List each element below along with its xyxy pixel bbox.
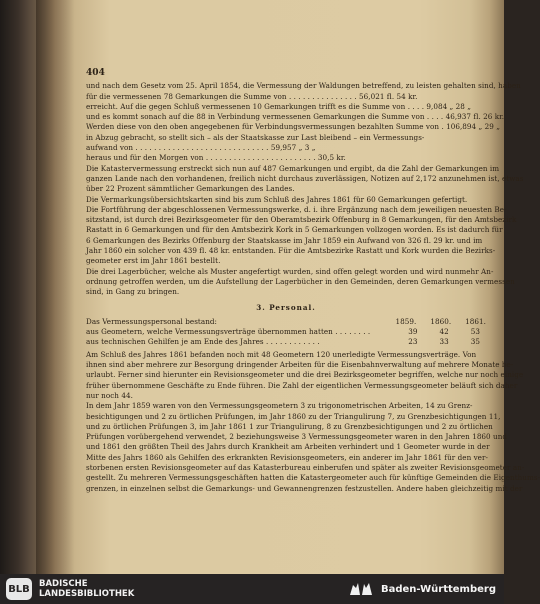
text-line: Am Schluß des Jahres 1861 befanden noch mit 48 Geometern 120 unerledigte Vermessungsverträge. Von [86,349,477,359]
state-name: Baden-Württemberg [380,583,496,595]
table-row-label: aus Geometern, welche Vermessungsverträge übernommen hatten . . . . . . . . [86,327,371,337]
text-line: und 1861 den größten Theil des Jahrs durch Krankheit am Arbeiten verhindert und 1 Geometer wurde in der [86,442,490,452]
year-1859: 1859. [395,316,417,326]
text-line: nur noch 44. [86,390,133,400]
institution-line-2: LANDESBIBLIOTHEK [39,589,135,599]
text-line: und es kommt sonach auf die 88 in Verbindung vermessenen Gemarkungen die Summe von . . . . 46,937 fl. 26 kr. [86,112,505,122]
institution-line-1: BADISCHE [39,579,88,589]
text-line: und nach dem Gesetz vom 25. April 1854, die Vermessung der Waldungen betreffend, zu leisten gehalten sind, haben [86,81,521,91]
text-line: besichtigungen und 2 zu örtlichen Prüfungen, im Jahr 1860 zu der Triangulirung 7, zu Grenzbesichtigungen 11, [86,411,501,421]
text-line: Die drei Lagerbücher, welche als Muster angefertigt wurden, sind offen gelegt worden und wird nunmehr An- [86,266,494,276]
text-line: heraus und für den Morgen von . . . . . . . . . . . . . . . . . . . . . . . . 30,5 kr. [86,153,346,163]
table-cell: 39 [408,327,418,337]
text-line: 6 Gemarkungen des Bezirks Offenburg der Staatskasse im Jahr 1859 ein Aufwand von 326 fl. 29 kr. und im [86,235,483,245]
page-number: 404 [86,68,105,78]
table-row [86,337,486,347]
year-1861: 1861. [465,316,486,326]
text-line: in Abzug gebracht, so stellt sich – als der Staatskasse zur Last bleibend – ein Vermessungs- [86,132,425,142]
text-line: Die Fortführung der abgeschlossenen Vermessungswerke, d. i. ihre Ergänzung nach dem jeweiligen neuesten Be- [86,204,507,214]
table-cell: 33 [439,337,449,347]
text-line: und zu örtlichen Prüfungen 3, im Jahr 1861 1 zur Triangulirung, 8 zu Grenzbesichtigungen und 2 zu örtlichen [86,421,493,431]
text-line: sind, in Gang zu bringen. [86,287,180,297]
section-heading: 3. Personal. [256,302,316,312]
table-row-label: aus technischen Gehilfen je am Ende des Jahres . . . . . . . . . . . . [86,337,320,347]
text-line: ordnung getroffen werden, um die Aufstellung der Lagerbücher in den Gemeinden, deren Gemarkungen vermessen [86,276,515,286]
table-cell: 35 [470,337,480,347]
text-line: erreicht. Auf die gegen Schluß vermessenen 10 Gemarkungen trifft es die Summe von . . . . 9,084 „ 28 „ [86,101,472,111]
text-block-bottom [86,349,540,494]
text-line: Rastatt in 6 Gemarkungen und für den Amtsbezirk Kork in 5 Gemarkungen vollzogen worden. Es ist dadurch für [86,225,503,235]
year-1860: 1860. [430,316,452,326]
text-block-top [86,81,524,297]
lions-crest-icon [347,579,375,599]
text-line: für die vermessenen 78 Gemarkungen die Summe von . . . . . . . . . . . . . . . 56,021 fl. 54 kr. [86,91,418,101]
text-line: über 22 Prozent sämmtlicher Gemarkungen des Landes. [86,184,295,194]
table-cell: 23 [408,337,418,347]
blb-logo[interactable]: BLB [6,578,32,600]
text-line: Die Vermarkungsübersichtskarten sind bis zum Schluß des Jahres 1861 für 60 Gemarkungen gefertigt. [86,194,468,204]
text-line: In dem Jahr 1859 waren von den Vermessungsgeometern 3 zu trigonometrischen Arbeiten, 14 zu Grenz- [86,401,473,411]
text-line: urlaubt. Ferner sind hierunter ein Revisionsgeometer und die drei Bezirksgeometer begriffen, welche nur noch einige [86,370,524,380]
institution-name[interactable] [39,579,134,599]
text-line: geometer erst im Jahr 1861 bestellt. [86,256,221,266]
text-line: aufwand von . . . . . . . . . . . . . . . . . . . . . . . . . . . . . 59,957 „ 3 „ [86,143,316,153]
footer-bar [0,574,504,604]
text-line: Mitte des Jahrs 1860 als Gehilfen des erkrankten Revisionsgeometers, ein anderer im Jahr 1861 für den ver- [86,452,488,462]
text-line: ihnen sind aber mehrere zur Besorgung dringender Arbeiten für die Eisenbahnverwaltung auf mehrere Monate be- [86,360,514,370]
text-line: Werden diese von den oben angegebenen für Verbindungsvermessungen bezahlten Summe von . 106,894 „ 29 „ [86,122,500,132]
state-logo[interactable] [347,579,496,599]
table-row [86,327,486,337]
table-row-label: Das Vermessungspersonal bestand: [86,316,218,326]
text-line: früher übernommene Geschäfte zu Ende führen. Die Zahl der eigentlichen Vermessungsgeometer beläuft sich daher [86,380,518,390]
text-line: storbenen ersten Revisionsgeometer auf das Katasterbureau einberufen und später als zweiter Revisionsgeometer an- [86,462,525,472]
text-line: Prüfungen vorübergehend verwendet, 2 beziehungsweise 3 Vermessungsgeometer waren in den Jahren 1860 und [86,432,508,442]
table-header-row [86,317,486,327]
table-cell: 53 [470,327,480,337]
text-line: Jahr 1860 ein solcher von 439 fl. 48 kr. entstanden. Für die Amtsbezirke Rastatt und Kork wurden die Bezirks- [86,246,496,256]
text-line: Die Katastervermessung erstreckt sich nun auf 487 Gemarkungen und ergibt, da die Zahl der Gemarkungen im [86,163,500,173]
text-line: sitzstand, ist durch drei Bezirksgeometer für den Oberamtsbezirk Offenburg in 8 Gemarkungen, für den Amtsbezirk [86,215,517,225]
text-line: gestellt. Zu mehreren Vermessungsgeschäften hatten die Katastergeometer auch für künftige Gemeinden die Eigenthums- [86,473,540,483]
table-cell: 42 [439,327,449,337]
text-line: ganzen Lande nach den vorhandenen, freilich nicht durchaus zuverlässigen, Notizen auf 2,172 anzunehmen ist, etwas [86,173,524,183]
page-content [86,68,540,494]
book-gutter [36,0,74,574]
text-line: grenzen, in einzelnen selbst die Gemarkungs- und Gewannengrenzen festzustellen. Andere haben gleichzeitig mit der [86,483,523,493]
